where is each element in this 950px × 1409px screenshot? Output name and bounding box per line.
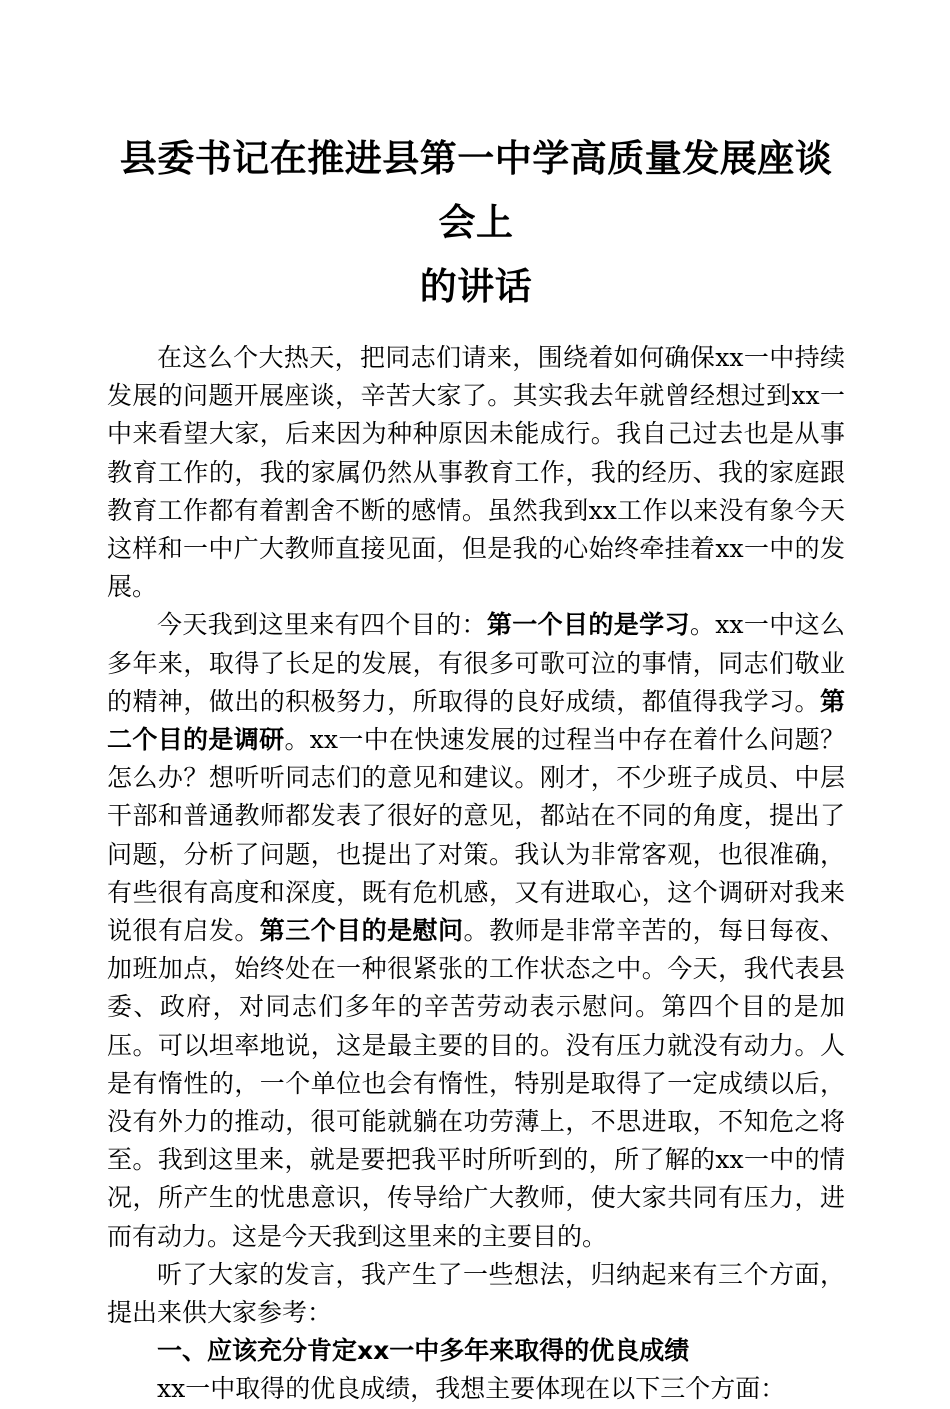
- section-heading-1: 一、应该充分肯定xx一中多年来取得的优良成绩: [157, 1336, 690, 1366]
- paragraph-2-text-2: 。xx一中这么多年来，取得了长足的发展，有很多可歌可泣的事情，同志们敬业的精神，做出的积极努力，所取得的良好成绩，都值得我学习。: [107, 610, 845, 716]
- paragraph-2-bold-1: 第一个目的是学习: [486, 610, 690, 640]
- paragraph-2-text-1: 今天我到这里来有四个目的：: [157, 610, 487, 640]
- paragraph-4: xx一中取得的优良成绩，我想主要体现在以下三个方面：: [157, 1374, 786, 1404]
- paragraph-2: [107, 606, 845, 1255]
- title-line-2: 的讲话: [419, 265, 533, 308]
- paragraph-1: 在这么个大热天，把同志们请来，围绕着如何确保xx一中持续发展的问题开展座谈，辛苦大家了。其实我去年就曾经想过到xx一中来看望大家，后来因为种种原因未能成行。我自己过去也是从事教育工作的，我的家属仍然从事教育工作，我的经历、我的家庭跟教育工作都有着割舍不断的感情。虽然我到xx工作以来没有象今天这样和一中广大教师直接见面，但是我的心始终牵挂着xx一中的发展。: [107, 343, 845, 602]
- paragraph-3: 听了大家的发言，我产生了一些想法，归纳起来有三个方面，提出来供大家参考：: [107, 1259, 845, 1328]
- paragraph-2-text-3: 。xx一中在快速发展的过程当中存在着什么问题？怎么办？想听听同志们的意见和建议。刚才，不少班子成员、中层干部和普通教师都发表了很好的意见，都站在不同的角度，提出了问题，分析了问题，也提出了对策。我认为非常客观，也很准确，有些很有高度和深度，既有危机感，又有进取心，这个调研对我来说很有启发。: [107, 725, 845, 946]
- document-title: [107, 127, 845, 319]
- paragraph-2-bold-2: 第二个目的是调研: [107, 686, 845, 755]
- paragraph-2-bold-3: 第三个目的是慰问: [259, 916, 464, 946]
- paragraph-2-text-4: 。教师是非常辛苦的，每日每夜、加班加点，始终处在一种很紧张的工作状态之中。今天，我代表县委、政府，对同志们多年的辛苦劳动表示慰问。第四个目的是加压。可以坦率地说，这是最主要的目的。没有压力就没有动力。人是有惰性的，一个单位也会有惰性，特别是取得了一定成绩以后，没有外力的推动，很可能就躺在功劳薄上，不思进取，不知危之将至。我到这里来，就是要把我平时所听到的，所了解的xx一中的情况，所产生的忧患意识，传导给广大教师，使大家共同有压力，进而有动力。这是今天我到这里来的主要目的。: [107, 916, 845, 1251]
- title-line-1: 县委书记在推进县第一中学高质量发展座谈会上: [119, 137, 833, 244]
